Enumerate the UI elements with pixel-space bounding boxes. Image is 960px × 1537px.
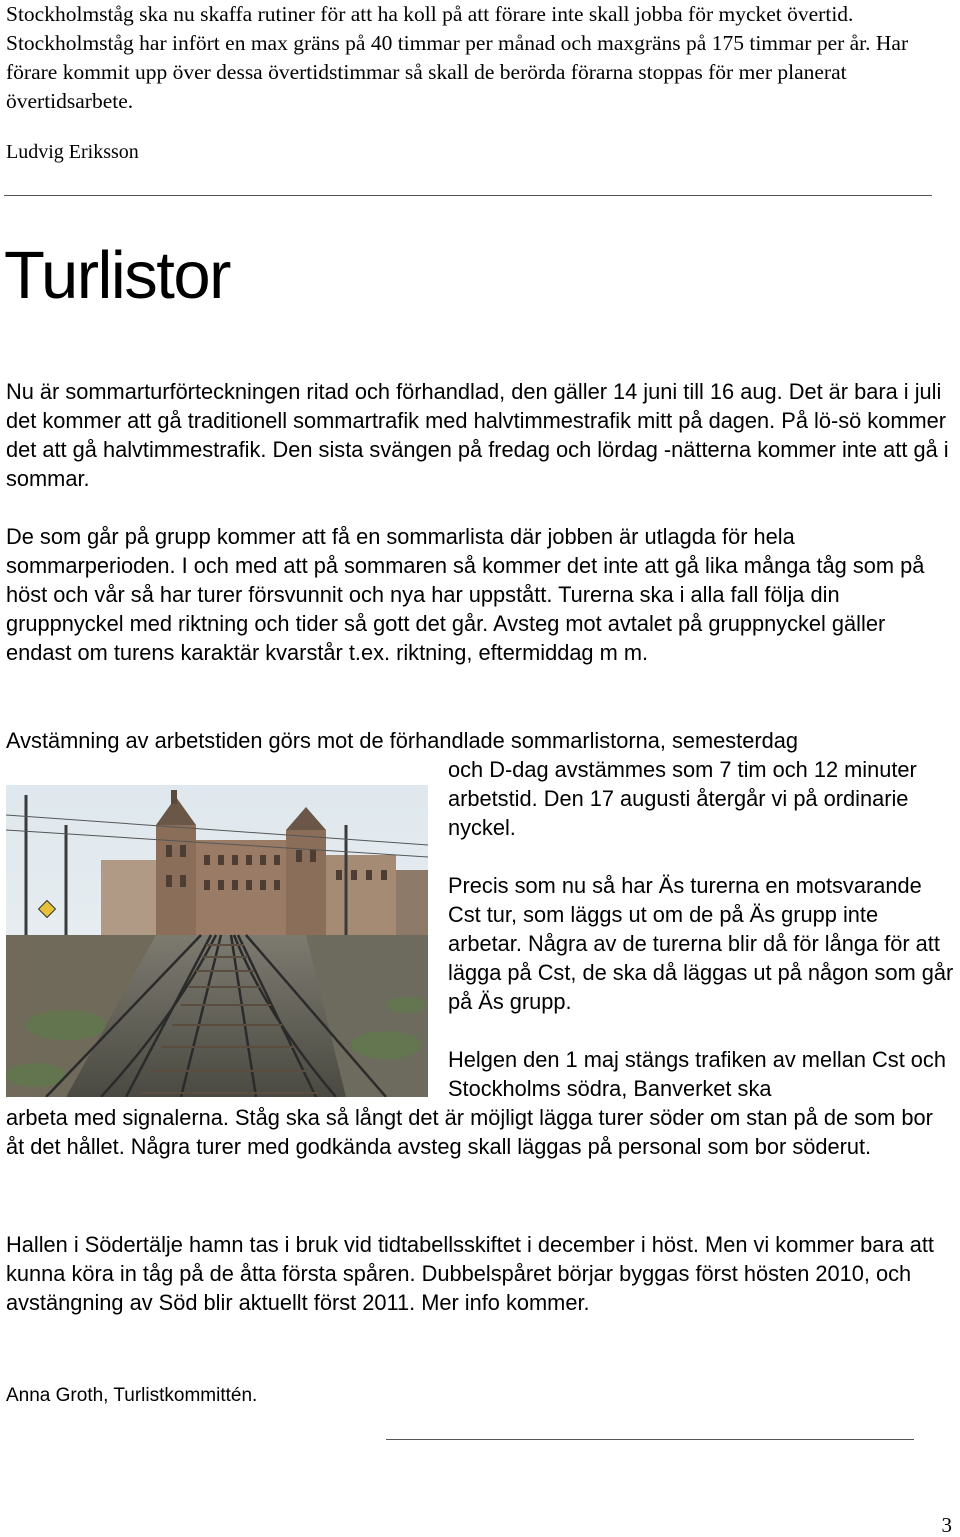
article-signature: Anna Groth, Turlistkommittén. xyxy=(6,1385,258,1406)
railway-tracks-illustration xyxy=(6,785,428,1097)
section-divider-top xyxy=(4,195,932,196)
top-article-body: Stockholmståg ska nu skaffa rutiner för att ha koll på att förare inte skall jobba för mycket övertid. Stockholmståg har infört en max gräns på 40 timmar per månad och maxgräns på 175 timmar per år. Har förare kommit upp över dessa övertidstimmar så skall de berörda förarna stoppas för mer planerat övertidsarbete. xyxy=(6,2,909,113)
top-article-author: Ludvig Eriksson xyxy=(6,141,139,163)
article-paragraph-2: De som går på grupp kommer att få en sommarlista där jobben är utlagda för hela sommarperioden. I och med att på sommaren så kommer det inte att gå lika många tåg som på höst och vår så har turer försvunnit och nya har uppstått. Turerna ska i alla fall följa din gruppnyckel med riktning och tider så gott det går. Avsteg mot avtalet på gruppnyckel gäller endast om turens karaktär kvarstår t.ex. riktning, eftermiddag m m. xyxy=(6,524,925,665)
railway-tracks-photo xyxy=(6,785,428,1097)
article-paragraph-3-continuation: och D-dag avstämmes som 7 tim och 12 minuter arbetstid. Den 17 augusti återgår vi på ordinarie nyckel. xyxy=(448,757,917,840)
page-number: 3 xyxy=(941,1513,952,1537)
article-paragraph-4: Precis som nu så har Äs turerna en motsvarande Cst tur, som läggs ut om de på Äs grupp inte arbetar. Några av de turerna blir då för långa för att lägga på Cst, de ska då läggas ut på någon som går på Äs grupp. xyxy=(448,873,954,1014)
article-title: Turlistor xyxy=(4,238,230,313)
article-paragraph-5-start: Helgen den 1 maj stängs trafiken av mellan Cst och Stockholms södra, Banverket ska xyxy=(448,1047,946,1101)
section-divider-bottom xyxy=(386,1439,914,1440)
article-paragraph-1: Nu är sommarturförteckningen ritad och förhandlad, den gäller 14 juni till 16 aug. Det är bara i juli det kommer att gå traditionell sommartrafik med halvtimmestrafik mitt på dagen. På lö-sö kommer det att gå halvtimmestrafik. Den sista svängen på fredag och lördag -nätterna kommer inte att gå i sommar. xyxy=(6,379,949,491)
article-paragraph-5-rest: arbeta med signalerna. Ståg ska så långt det är möjligt lägga turer söder om stan på de som bor åt det hållet. Några turer med godkända avsteg skall läggas på personal som bor söderut. xyxy=(6,1105,933,1159)
article-paragraph-3-first-line: Avstämning av arbetstiden görs mot de förhandlade sommarlistorna, semesterdag xyxy=(6,728,798,753)
article-paragraph-6: Hallen i Södertälje hamn tas i bruk vid tidtabellsskiftet i december i höst. Men vi kommer bara att kunna köra in tåg på de åtta första spåren. Dubbelspåret börjar byggas först hösten 2010, och avstängning av Söd blir aktuellt först 2011. Mer info kommer. xyxy=(6,1232,934,1315)
